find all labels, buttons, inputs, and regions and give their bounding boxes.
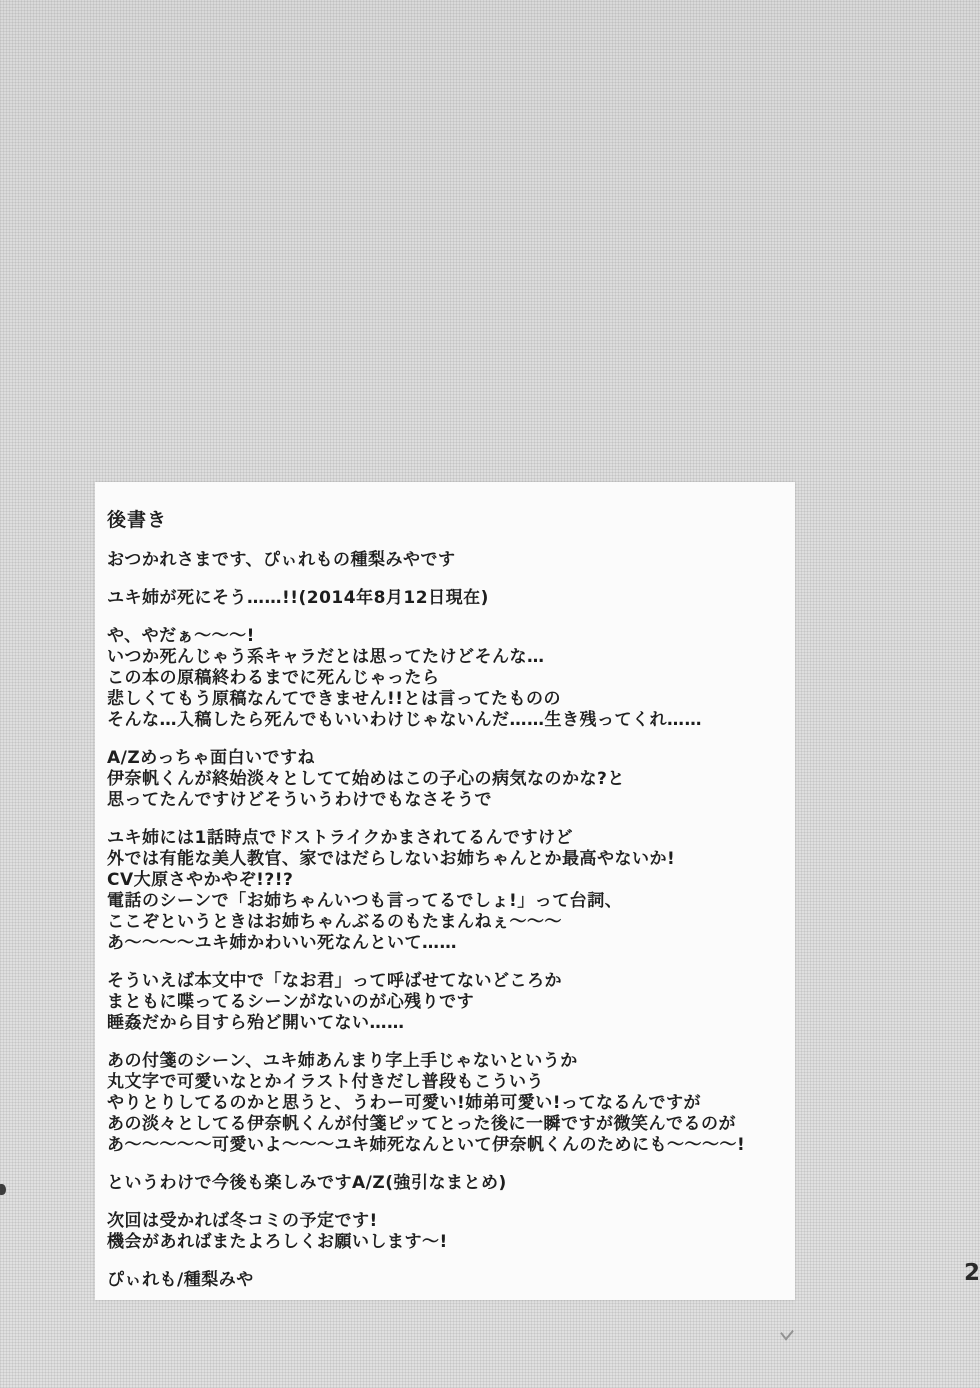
text-line: CV大原さやかやぞ!?!? — [107, 870, 294, 890]
paragraph-sticky-note — [107, 1051, 795, 1156]
text-line: そんな…入稿したら死んでもいいわけじゃないんだ……生き残ってくれ…… — [107, 710, 702, 730]
text-line: 伊奈帆くんが終始淡々としてて始めはこの子心の病気なのかな?と — [107, 769, 625, 789]
text-line: 睡姦だから目すら殆ど開いてない…… — [107, 1013, 405, 1033]
paragraph-next-event — [107, 1211, 795, 1253]
paragraph-yuki-nee — [107, 828, 795, 954]
paragraph-az-impression — [107, 748, 795, 811]
text-line: あの付箋のシーン、ユキ姉あんまり字上手じゃないというか — [107, 1051, 578, 1071]
text-line: 悲しくてもう原稿なんてできません!!とは言ってたものの — [107, 689, 562, 709]
author-signature: ぴぃれも/種梨みや — [107, 1270, 254, 1290]
text-line: ここぞというときはお姉ちゃんぶるのもたまんねぇ〜〜〜 — [107, 912, 562, 932]
text-line: 外では有能な美人教官、家ではだらしないお姉ちゃんとか最高やないか! — [107, 849, 676, 869]
paragraph-date-exclaim — [107, 588, 795, 609]
paragraph-signature — [107, 1270, 795, 1291]
afterword-text-block — [95, 482, 795, 1300]
text-line: 機会があればまたよろしくお願いします〜! — [107, 1232, 448, 1252]
text-line: いつか死んじゃう系キャラだとは思ってたけどそんな… — [107, 647, 545, 667]
text-line: 次回は受かれば冬コミの予定です! — [107, 1211, 378, 1231]
scan-artifact — [0, 1184, 6, 1195]
text-line: そういえば本文中で「なお君」って呼ばせてないどころか — [107, 971, 562, 991]
text-line: あ〜〜〜〜〜可愛いよ〜〜〜ユキ姉死なんといて伊奈帆くんのためにも〜〜〜〜! — [107, 1135, 746, 1155]
scan-speck — [780, 1324, 793, 1340]
text-line: ユキ姉が死にそう……!!(2014年8月12日現在) — [107, 588, 489, 608]
text-line: ユキ姉には1話時点でドストライクかまされてるんですけど — [107, 828, 573, 848]
text-line: A/Zめっちゃ面白いですね — [107, 748, 316, 768]
afterword-heading: 後書き — [107, 509, 168, 531]
paragraph-denial — [107, 626, 795, 731]
page-number: 2 — [964, 1260, 980, 1286]
text-line: この本の原稿終わるまでに死んじゃったら — [107, 668, 440, 688]
text-line: や、やだぁ〜〜〜! — [107, 626, 255, 646]
text-line: 丸文字で可愛いなとかイラスト付きだし普段もこういう — [107, 1072, 544, 1092]
text-line: あ〜〜〜〜ユキ姉かわいい死なんといて…… — [107, 933, 457, 953]
text-line: 電話のシーンで「お姉ちゃんいつも言ってるでしょ!」って台詞、 — [107, 891, 623, 911]
text-line: まともに喋ってるシーンがないのが心残りです — [107, 992, 475, 1012]
text-line: やりとりしてるのかと思うと、うわー可愛い!姉弟可愛い!ってなるんですが — [107, 1093, 702, 1113]
text-line: あの淡々としてる伊奈帆くんが付箋ピッてとった後に一瞬ですが微笑んでるのが — [107, 1114, 736, 1134]
text-line: 思ってたんですけどそういうわけでもなさそうで — [107, 790, 492, 810]
paragraph-summary — [107, 1173, 795, 1194]
paragraph-regret — [107, 971, 795, 1034]
text-line: というわけで今後も楽しみですA/Z(強引なまとめ) — [107, 1173, 507, 1193]
paragraph-greeting — [107, 550, 795, 571]
text-line: おつかれさまです、ぴぃれもの種梨みやです — [107, 550, 456, 570]
